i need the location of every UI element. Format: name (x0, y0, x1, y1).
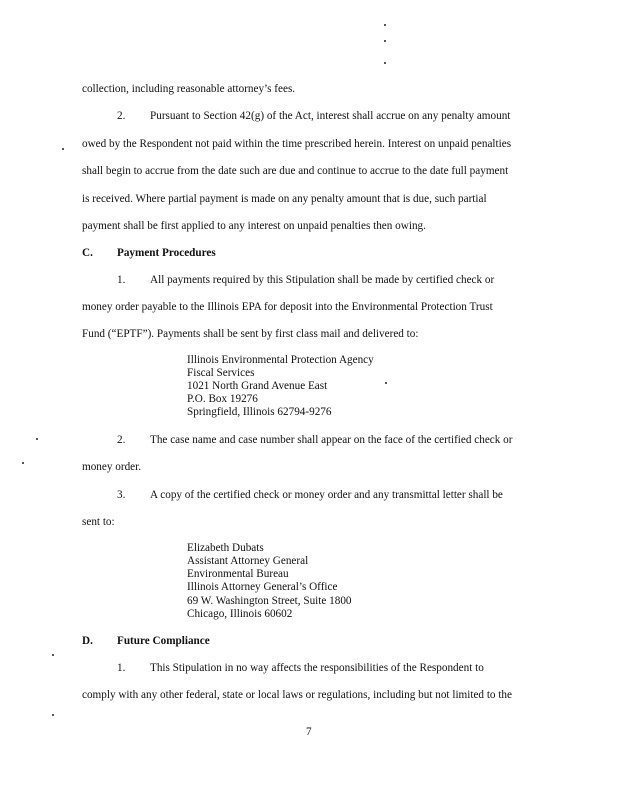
paragraph-line: payment shall be first applied to any interest on unpaid penalties then owing. (82, 220, 426, 232)
paragraph-line: shall begin to accrue from the date such are due and continue to accrue to the date full payment (82, 165, 509, 177)
item-number: 3. (117, 489, 126, 501)
section-letter: D. (82, 635, 93, 647)
page-number: 7 (306, 726, 312, 738)
paragraph-line: is received. Where partial payment is made on any penalty amount that is due, such partial (82, 193, 487, 205)
paragraph-line: Fund (“EPTF”). Payments shall be sent by first class mail and delivered to: (82, 328, 419, 340)
scan-speck (22, 462, 24, 464)
address-line: Fiscal Services (187, 367, 255, 379)
paragraph-line: This Stipulation in no way affects the responsibilities of the Respondent to (150, 662, 484, 674)
address-line: Environmental Bureau (187, 568, 289, 580)
section-letter: C. (82, 247, 93, 259)
scan-speck (52, 714, 54, 716)
address-line: Illinois Attorney General’s Office (187, 581, 338, 593)
item-number: 1. (117, 274, 126, 286)
scan-speck (385, 382, 387, 384)
paragraph-line: A copy of the certified check or money order and any transmittal letter shall be (150, 489, 503, 501)
paragraph-line: sent to: (82, 516, 115, 528)
scan-speck (384, 40, 386, 42)
scan-speck (36, 438, 38, 440)
address-line: 69 W. Washington Street, Suite 1800 (187, 595, 352, 607)
paragraph-line: All payments required by this Stipulation shall be made by certified check or (150, 274, 495, 286)
address-line: Elizabeth Dubats (187, 542, 264, 554)
section-title: Future Compliance (117, 635, 210, 647)
paragraph-continuation: collection, including reasonable attorney’s fees. (82, 83, 296, 95)
paragraph-line: Pursuant to Section 42(g) of the Act, interest shall accrue on any penalty amount (150, 110, 511, 122)
paragraph-line: comply with any other federal, state or local laws or regulations, including but not limited to the (82, 689, 512, 701)
scan-speck (52, 654, 54, 656)
paragraph-line: owed by the Respondent not paid within the time prescribed herein. Interest on unpaid penalties (82, 138, 512, 150)
paragraph-line: The case name and case number shall appear on the face of the certified check or (150, 434, 513, 446)
address-line: Assistant Attorney General (187, 555, 309, 567)
item-number: 2. (117, 110, 126, 122)
address-line: Springfield, Illinois 62794-9276 (187, 406, 332, 418)
section-title: Payment Procedures (117, 247, 216, 259)
scan-speck (384, 24, 386, 26)
scan-speck (384, 62, 386, 64)
item-number: 1. (117, 662, 126, 674)
address-line: 1021 North Grand Avenue East (187, 380, 328, 392)
paragraph-line: money order payable to the Illinois EPA for deposit into the Environmental Protection Trust (82, 301, 493, 313)
item-number: 2. (117, 434, 126, 446)
address-line: Illinois Environmental Protection Agency (187, 354, 374, 366)
scan-speck (62, 148, 64, 150)
address-line: P.O. Box 19276 (187, 393, 258, 405)
paragraph-line: money order. (82, 461, 142, 473)
address-line: Chicago, Illinois 60602 (187, 608, 293, 620)
